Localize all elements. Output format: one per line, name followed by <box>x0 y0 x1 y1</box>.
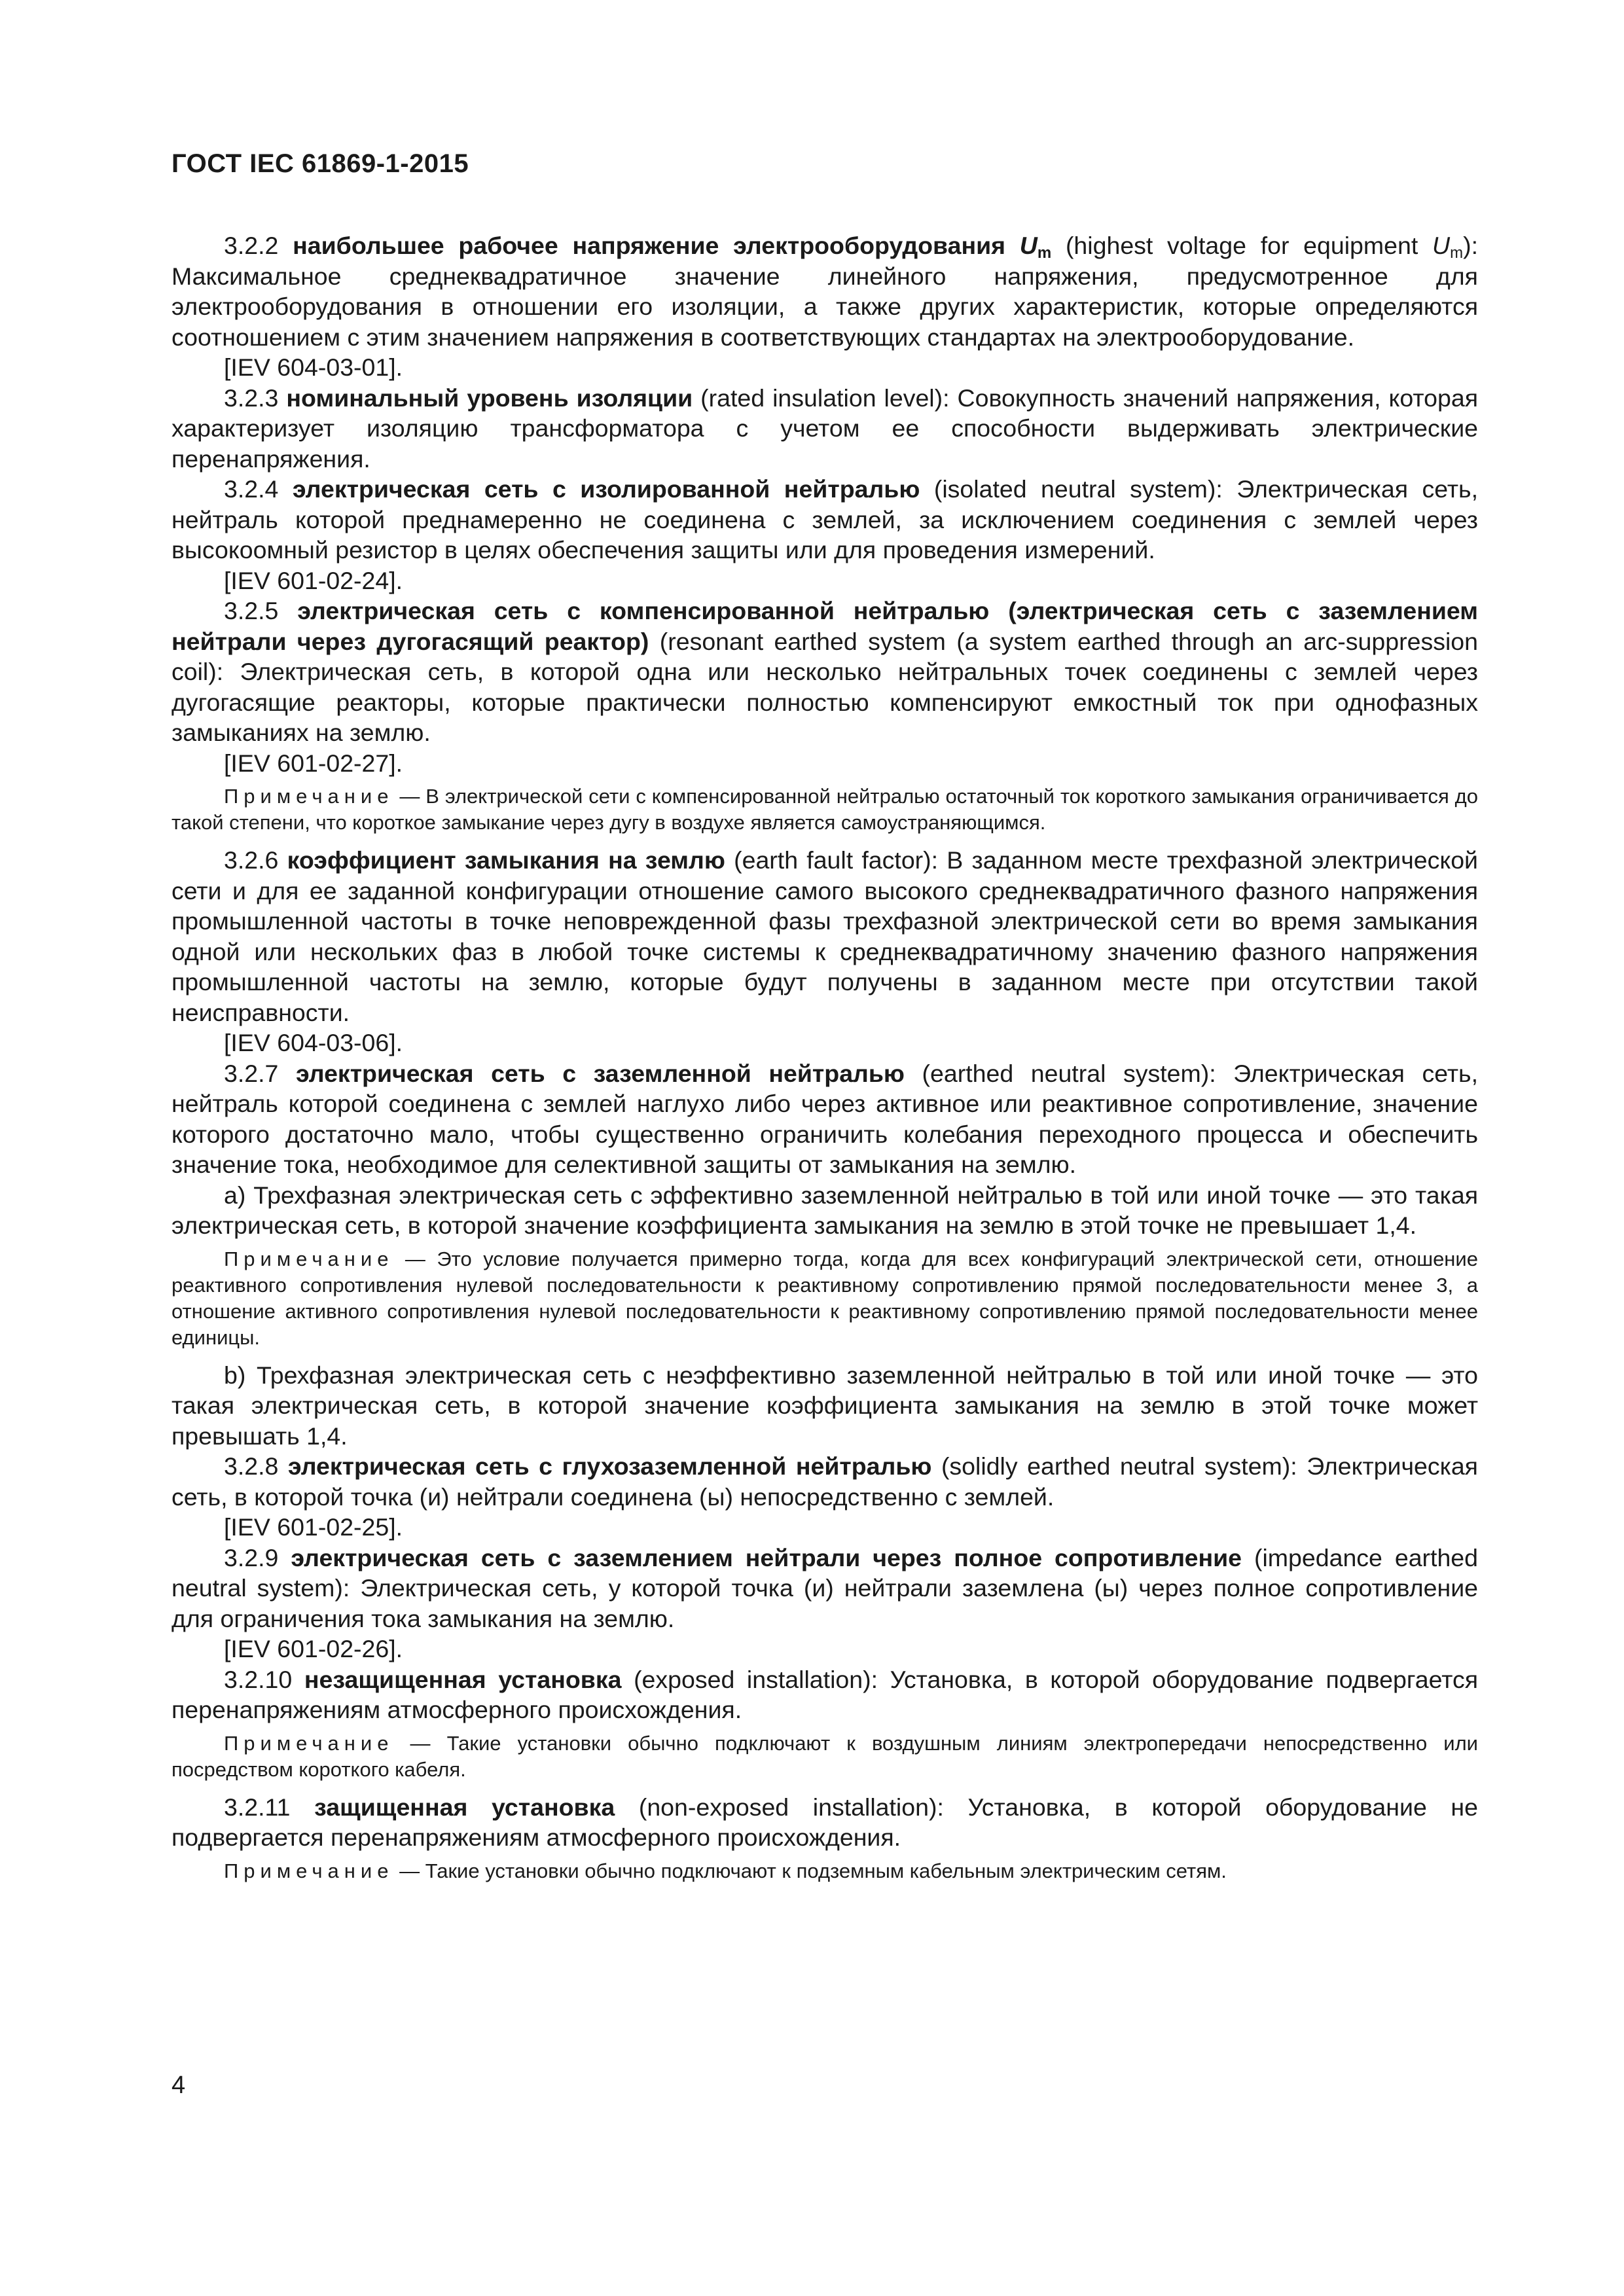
definition-text: (resonant earthed system (a system earthed through an arc-suppression coil): Электрическая сеть, в которой одна или несколько нейтральных точек соединены с землей через дугогасящие реакторы, которые практически полностью компенсируют емкостный ток при однофазных замыканиях на землю. <box>171 627 1478 746</box>
term: электрическая сеть с изолированной нейтралью <box>292 475 920 503</box>
definition-3-2-8 <box>171 1451 1478 1512</box>
symbol-subscript: m <box>1037 244 1052 262</box>
definition-3-2-9 <box>171 1543 1478 1634</box>
iev-reference: [IEV 601-02-24]. <box>224 566 403 594</box>
definition-3-2-4 <box>171 474 1478 565</box>
definition-3-2-6 <box>171 845 1478 1028</box>
note-text: — Такие установки обычно подключают к воздушным линиям электропередачи непосредственно или посредством короткого кабеля. <box>171 1731 1478 1781</box>
term: наибольшее рабочее напряжение электрооборудования <box>293 232 1006 259</box>
clause-number: 3.2.4 <box>224 475 279 503</box>
list-item-a: a) Трехфазная электрическая сеть с эффективно заземленной нейтралью в той или иной точке — это такая электрическая сеть, в которой значение коэффициента замыкания на землю в этой точке не превышает 1,4. <box>171 1181 1478 1239</box>
iev-reference: [IEV 601-02-27]. <box>224 749 403 777</box>
definition-3-2-10 <box>171 1664 1478 1725</box>
iev-reference: [IEV 604-03-06]. <box>224 1029 403 1056</box>
definition-text: (isolated neutral system): Электрическая сеть, нейтраль которой преднамеренно не соединена с землей, за исключением соединения с землей через высокоомный резистор в целях обеспечения защиты или для проведения измерений. <box>171 475 1478 564</box>
clause-number: 3.2.3 <box>224 384 279 412</box>
document-body <box>171 230 1478 1893</box>
symbol: U <box>1432 232 1451 259</box>
note-text: — Такие установки обычно подключают к подземным кабельным электрическим сетям. <box>399 1859 1227 1882</box>
note-label: Примечание <box>224 1247 394 1270</box>
note-text: — В электрической сети с компенсированной нейтралью остаточный ток короткого замыкания ограничивается до такой степени, что короткое замыкание через дугу в воздухе является самоустраняющимся. <box>171 785 1478 834</box>
term: коэффициент замыкания на землю <box>287 846 725 874</box>
term: незащищенная установка <box>304 1665 622 1693</box>
definition-text: (earthed neutral system): Электрическая сеть, нейтраль которой соединена с землей наглухо либо через активное или реактивное сопротивление, значение которого достаточно мало, чтобы существенно ограничить колебания переходного процесса и обеспечить значение тока, необходимое для селективной защиты от замыкания на землю. <box>171 1059 1479 1178</box>
clause-number: 3.2.2 <box>224 232 279 259</box>
term: электрическая сеть с заземлением нейтрали через полное сопротивление <box>291 1543 1242 1571</box>
symbol-subscript: m <box>1450 244 1464 262</box>
definition-text: (rated insulation level): Совокупность значений напряжения, которая характеризует изоляцию трансформатора с учетом ее способности выдерживать электрические перенапряжения. <box>171 384 1478 473</box>
definition-text: (non-exposed installation): Установка, в которой оборудование не подвергается перенапряжениям атмосферного происхождения. <box>171 1793 1478 1851</box>
page-number: 4 <box>171 2072 186 2099</box>
definition-text: (solidly earthed neutral system): Электрическая сеть, в которой точка (и) нейтрали соединена (ы) непосредственно с землей. <box>171 1452 1478 1511</box>
definition-text: (impedance earthed neutral system): Электрическая сеть, у которой точка (и) нейтрали заземлена (ы) через полное сопротивление для ограничения тока замыкания на землю. <box>171 1543 1479 1632</box>
symbol: U <box>1019 232 1038 259</box>
definition-3-2-3 <box>171 383 1478 475</box>
iev-reference: [IEV 604-03-01]. <box>224 353 403 381</box>
definition-text: (exposed installation): Установка, в которой оборудование подвергается перенапряжениям атмосферного происхождения. <box>171 1665 1479 1723</box>
definition-3-2-2 <box>171 230 1478 352</box>
iev-reference: [IEV 601-02-25]. <box>224 1513 403 1541</box>
iev-reference: [IEV 601-02-26]. <box>224 1635 403 1662</box>
clause-number: 3.2.6 <box>224 846 279 874</box>
document-header: ГОСТ IEC 61869-1-2015 <box>171 149 469 178</box>
note-text: — Это условие получается примерно тогда, когда для всех конфигураций электрической сети, отношение реактивного сопротивления нулевой последовательности к реактивному сопротивлению прямой последовательности менее 3, а отношение активного сопротивления нулевой последовательности к реактивному сопротивлению прямой последовательности менее единицы. <box>171 1247 1478 1349</box>
clause-number: 3.2.5 <box>224 597 279 624</box>
clause-number: 3.2.7 <box>224 1059 279 1087</box>
note-label: Примечание <box>224 1731 394 1755</box>
term: защищенная установка <box>314 1793 615 1821</box>
note-3-2-11 <box>171 1858 1478 1884</box>
definition-text: (earth fault factor): В заданном месте трехфазной электрической сети и для ее заданной конфигурации отношение самого высокого среднеквадратичного фазного напряжения промышленной частоты в точке неповрежденной фазы трехфазной электрической сети во время замыкания одной или нескольких фаз в любой точке системы к среднеквадратичному значению фазного напряжения промышленной частоты на землю, которые будут получены в заданном месте при отсутствии такой неисправности. <box>171 846 1478 1026</box>
note-label: Примечание <box>224 785 394 808</box>
note-3-2-7 <box>171 1246 1478 1351</box>
definition-3-2-7 <box>171 1058 1478 1180</box>
definition-3-2-11 <box>171 1792 1478 1853</box>
clause-number: 3.2.8 <box>224 1452 279 1480</box>
clause-number: 3.2.10 <box>224 1665 293 1693</box>
term: номинальный уровень изоляции <box>286 384 693 412</box>
definition-3-2-5 <box>171 596 1478 748</box>
list-item-b: b) Трехфазная электрическая сеть с неэффективно заземленной нейтралью в той или иной точке — это такая электрическая сеть, в которой значение коэффициента замыкания на землю в этой точке может превышать 1,4. <box>171 1361 1478 1450</box>
note-label: Примечание <box>224 1859 394 1882</box>
clause-number: 3.2.11 <box>224 1793 291 1821</box>
term: электрическая сеть с компенсированной нейтралью (электрическая сеть с заземлением нейтрали через дугогасящий реактор) <box>171 597 1479 655</box>
english-term: (highest voltage for equipment <box>1065 232 1418 259</box>
term: электрическая сеть с заземленной нейтралью <box>295 1059 905 1087</box>
note-3-2-5 <box>171 783 1478 836</box>
definition-text: ): Максимальное среднеквадратичное значение линейного напряжения, предусмотренное для электрооборудования в отношении его изоляции, а также других характеристик, которые определяются соотношением с этим значением напряжения в соответствующих стандартах на электрооборудование. <box>171 232 1479 351</box>
term: электрическая сеть с глухозаземленной нейтралью <box>287 1452 932 1480</box>
clause-number: 3.2.9 <box>224 1543 279 1571</box>
note-3-2-10 <box>171 1731 1478 1783</box>
